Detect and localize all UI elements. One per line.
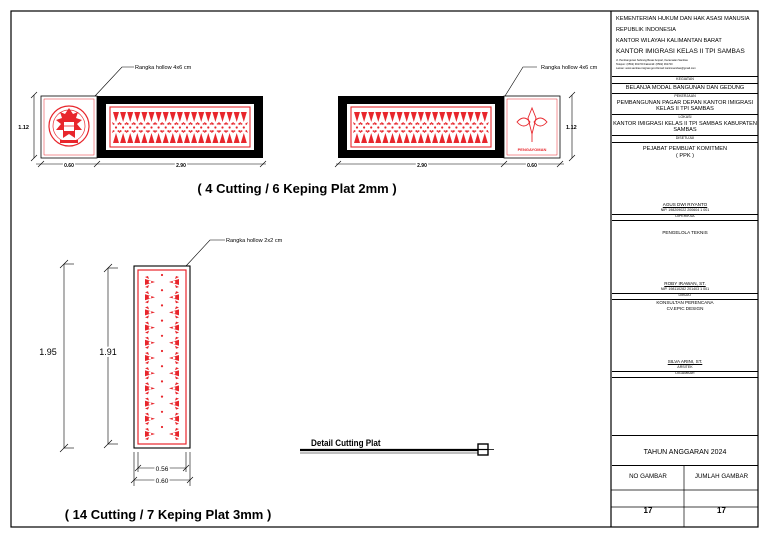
ornament-dot bbox=[243, 126, 245, 128]
ornament-motif bbox=[169, 276, 179, 288]
ornament-dot bbox=[363, 126, 365, 128]
top-left-panel bbox=[41, 96, 263, 158]
ornament-dot bbox=[236, 126, 238, 128]
disetujui-label: DISETUJUI bbox=[675, 136, 695, 140]
ornament-dot bbox=[136, 126, 138, 128]
pekerjaan-value: PEMBANGUNAN PAGAR DEPAN KANTOR IMIGRASI KELAS II TPI SAMBAS bbox=[616, 100, 754, 113]
ornament-dot bbox=[161, 320, 163, 322]
svg-text:Rangka hollow 4x6 cm: Rangka hollow 4x6 cm bbox=[541, 65, 598, 71]
ornament-dot bbox=[161, 426, 163, 428]
callout-right bbox=[505, 65, 598, 96]
drafter-role: ARSITEK bbox=[677, 365, 693, 369]
ornament-motif bbox=[145, 413, 155, 425]
svg-text:Rangka hollow 4x6 cm: Rangka hollow 4x6 cm bbox=[135, 65, 192, 71]
ornament-dot bbox=[161, 365, 163, 367]
dim-outer-height: 1.95 bbox=[39, 347, 57, 357]
ornament-dot bbox=[161, 335, 163, 337]
address-line-3: Laman: www.sambas.imigrasi.go.id Email: kanimsambas@gmail.com bbox=[616, 67, 696, 70]
ornament-motif bbox=[169, 413, 179, 425]
ornament-dot bbox=[477, 126, 479, 128]
konsultan-name: CV.EPIC DESIGN bbox=[666, 306, 704, 311]
ornament-dot bbox=[161, 304, 163, 306]
top-right-panel bbox=[338, 96, 560, 158]
ornament-motif bbox=[169, 306, 179, 318]
side-caption: ( 14 Cutting / 7 Keping Plat 3mm ) bbox=[64, 507, 272, 522]
top-caption: ( 4 Cutting / 6 Keping Plat 2mm ) bbox=[197, 181, 397, 196]
ornament-dot bbox=[420, 126, 422, 128]
ministry-line: KEMENTERIAN HUKUM DAN HAK ASASI MANUSIA bbox=[616, 16, 750, 22]
ornament-motif bbox=[145, 337, 155, 349]
ornament-motif bbox=[169, 382, 179, 394]
ornament-dot bbox=[143, 126, 145, 128]
address-line-2: Telepon: (0562) 391720 Faksimili: (0562) 391720 bbox=[616, 63, 673, 66]
pengelola-name: ROBY IRAWAN, ST. bbox=[664, 281, 706, 286]
ornament-motif bbox=[145, 291, 155, 303]
ornament-dot bbox=[399, 126, 401, 128]
ornament-motif bbox=[145, 367, 155, 379]
title-block bbox=[612, 12, 758, 527]
address-line-1: Jl. Pembangunan Sebrang Besar Ampari, Kecamatan Sambas bbox=[616, 59, 688, 62]
digambar-label: DIGAMBAR bbox=[675, 371, 695, 375]
ornament-dot bbox=[470, 126, 472, 128]
ornament-dot bbox=[158, 126, 160, 128]
ornament-dot bbox=[115, 126, 117, 128]
ornament-motif bbox=[169, 352, 179, 364]
ornament-dot bbox=[455, 126, 457, 128]
ppk-nip: NIP. 198209022 200604 1 001 bbox=[660, 208, 710, 212]
ornament-dot bbox=[413, 126, 415, 128]
dim-logo-width-left: 0.60 bbox=[64, 163, 74, 169]
ornament-dot bbox=[377, 126, 379, 128]
ornament-dot bbox=[406, 126, 408, 128]
ornament-motif bbox=[145, 382, 155, 394]
ornament-dot bbox=[172, 126, 174, 128]
ppk-title: PEJABAT PEMBUAT KOMITMEN bbox=[642, 146, 728, 152]
lokasi-value: KANTOR IMIGRASI KELAS II TPI SAMBAS KABUPATEN SAMBAS bbox=[613, 121, 757, 134]
dim-outer-width: 0.60 bbox=[155, 478, 169, 485]
regional-office-line: KANTOR WILAYAH KALIMANTAN BARAT bbox=[616, 38, 722, 44]
ornament-dot bbox=[122, 126, 124, 128]
dim-main-width-left: 2.90 bbox=[176, 163, 186, 169]
dim-inner-height: 1.91 bbox=[99, 347, 117, 357]
pekerjaan-label: PEKERJAAN bbox=[674, 94, 696, 98]
ornament-motif bbox=[169, 322, 179, 334]
ornament-dot bbox=[427, 126, 429, 128]
ornament-motif bbox=[145, 322, 155, 334]
dim-height-right: 1.12 bbox=[566, 125, 577, 131]
ornament-dot bbox=[129, 126, 131, 128]
dim-inner-width: 0.56 bbox=[155, 466, 169, 473]
ornament-motif bbox=[145, 276, 155, 288]
office-name: KANTOR IMIGRASI KELAS II TPI SAMBAS bbox=[616, 48, 745, 55]
ornament-dot bbox=[161, 411, 163, 413]
pengelola-nip: NIP. 198110282 201403 1 001 bbox=[660, 287, 710, 291]
ornament-dot bbox=[150, 126, 152, 128]
ppk-abbr: ( PPK ) bbox=[675, 153, 695, 159]
jumlah-gambar-label: JUMLAH GAMBAR bbox=[694, 473, 749, 480]
ornament-motif bbox=[169, 337, 179, 349]
dim-logo-width-right: 0.60 bbox=[527, 163, 537, 169]
emblem-label: PENGAYOMAN bbox=[517, 147, 547, 152]
ornament-dot bbox=[200, 126, 202, 128]
diperiksa-label: DIPERIKSA bbox=[675, 214, 695, 218]
svg-text:Detail Cutting Plat: Detail Cutting Plat bbox=[311, 437, 381, 449]
kegiatan-value: BELANJA MODAL BANGUNAN DAN GEDUNG bbox=[625, 85, 745, 91]
ornament-dot bbox=[370, 126, 372, 128]
ornament-motif bbox=[145, 352, 155, 364]
ornament-dot bbox=[484, 126, 486, 128]
callout-side bbox=[186, 238, 283, 266]
ornament-motif bbox=[169, 428, 179, 440]
ppk-name: AGUS DWI RIYANTO bbox=[662, 202, 708, 207]
ornament-motif bbox=[145, 398, 155, 410]
fiscal-year: TAHUN ANGGARAN 2024 bbox=[643, 449, 727, 456]
drafter-name: SILVA ARINI, ST. bbox=[667, 359, 703, 364]
dim-main-width-right: 2.90 bbox=[417, 163, 427, 169]
ornament-dot bbox=[462, 126, 464, 128]
ornament-dot bbox=[229, 126, 231, 128]
no-gambar-value: 17 bbox=[643, 506, 653, 515]
konsultan-title: KONSULTAN PERENCANA bbox=[656, 300, 714, 305]
ornament-dot bbox=[161, 289, 163, 291]
republic-line: REPUBLIK INDONESIA bbox=[616, 27, 676, 33]
ornament-motif bbox=[169, 291, 179, 303]
ornament-dot bbox=[161, 396, 163, 398]
ornament-dot bbox=[214, 126, 216, 128]
jumlah-gambar-value: 17 bbox=[717, 506, 726, 515]
ornament-dot bbox=[207, 126, 209, 128]
ornament-dot bbox=[161, 380, 163, 382]
ornament-dot bbox=[434, 126, 436, 128]
ornament-dot bbox=[221, 126, 223, 128]
ornament-dot bbox=[448, 126, 450, 128]
lokasi-label: LOKASI bbox=[678, 115, 692, 119]
ornament-dot bbox=[193, 126, 195, 128]
ornament-dot bbox=[186, 126, 188, 128]
svg-text:Rangka hollow 2x2 cm: Rangka hollow 2x2 cm bbox=[226, 238, 283, 244]
ornament-motif bbox=[169, 367, 179, 379]
ornament-motif bbox=[145, 428, 155, 440]
pengelola-title: PENGELOLA TEKNIS bbox=[662, 230, 708, 235]
kegiatan-label: KEGIATAN bbox=[676, 77, 694, 81]
dim-height-left: 1.12 bbox=[18, 125, 29, 131]
ornament-dot bbox=[165, 126, 167, 128]
ornament-dot bbox=[356, 126, 358, 128]
ornament-motif bbox=[145, 306, 155, 318]
ornament-dot bbox=[441, 126, 443, 128]
detail-cutting-label bbox=[300, 438, 494, 455]
dibuat-label: DIBUAT bbox=[678, 293, 692, 297]
ornament-dot bbox=[179, 126, 181, 128]
side-cutting-plate bbox=[134, 266, 190, 448]
ornament-dot bbox=[391, 126, 393, 128]
ornament-motif bbox=[169, 398, 179, 410]
callout-left bbox=[95, 65, 192, 96]
no-gambar-label: NO GAMBAR bbox=[629, 473, 667, 480]
ornament-dot bbox=[384, 126, 386, 128]
ornament-dot bbox=[161, 350, 163, 352]
ornament-dot bbox=[161, 274, 163, 276]
